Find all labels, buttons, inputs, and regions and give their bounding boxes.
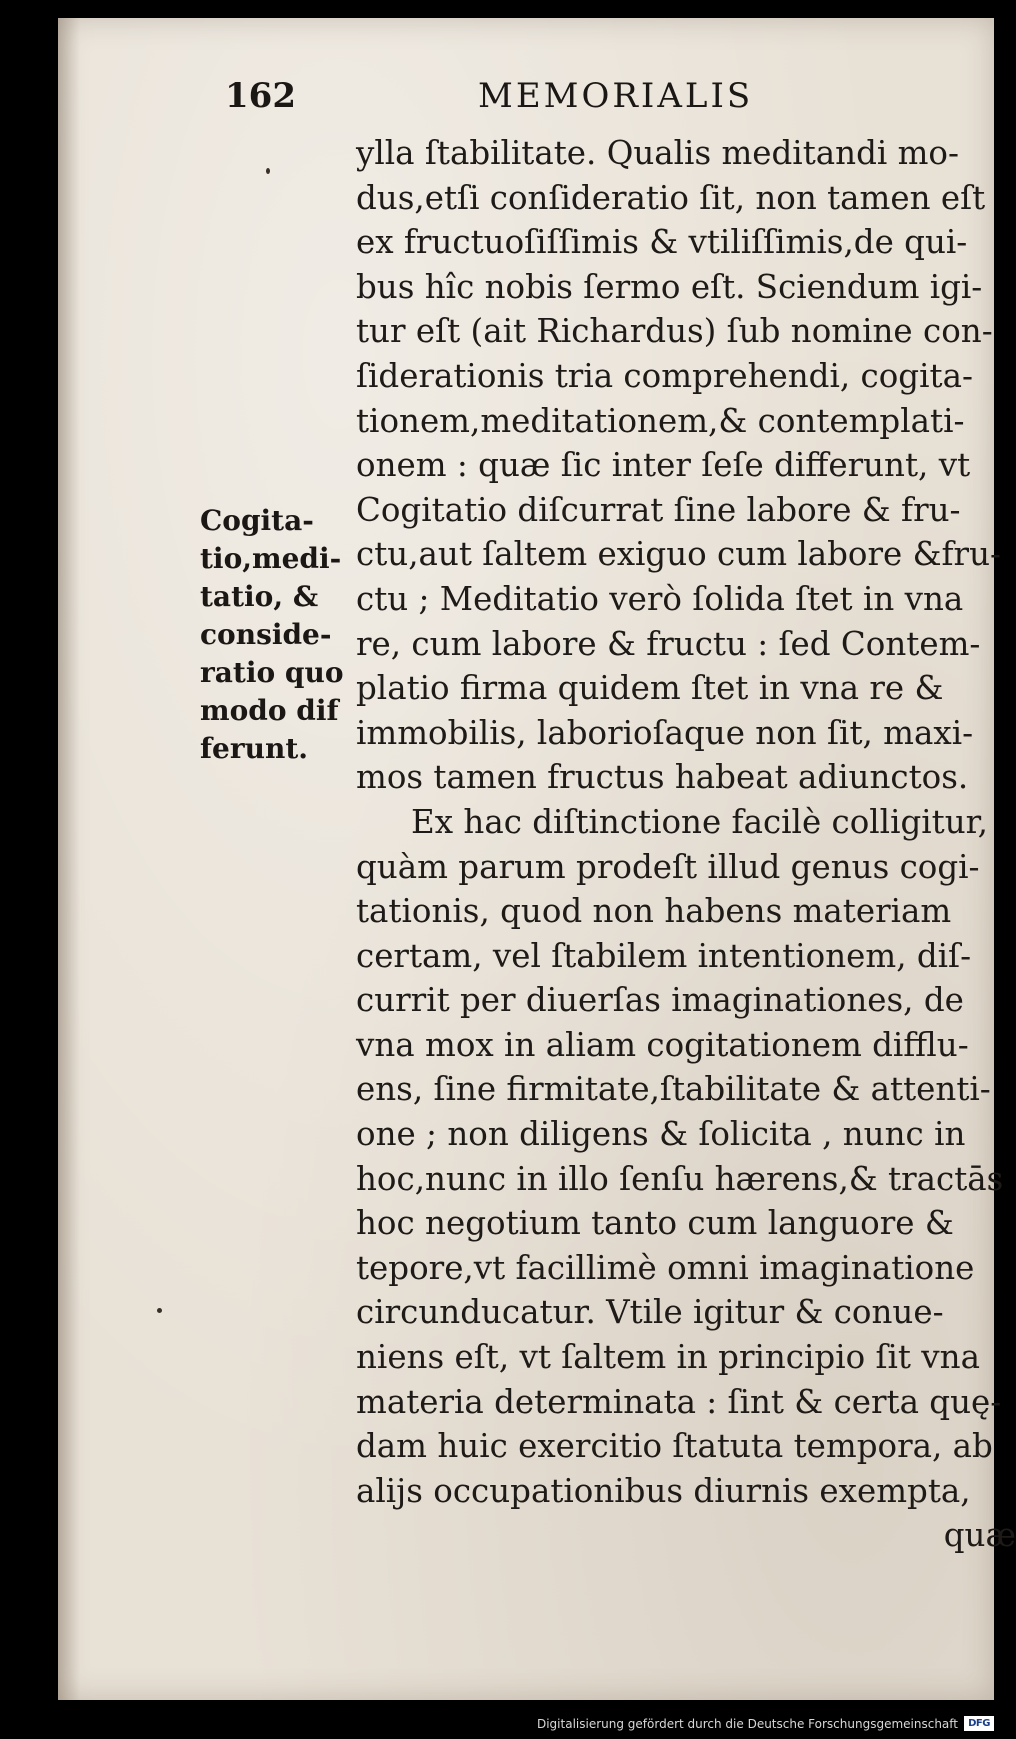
- text-line: ctu ; Meditatio verò ſolida ſtet in vna: [356, 579, 964, 618]
- dfg-logo: DFG: [964, 1716, 994, 1731]
- text-line: ylla ſtabilitate. Qualis meditandi mo-: [356, 134, 959, 172]
- text-line: Cogitatio diſcurrat ſine labore & fru-: [356, 490, 961, 529]
- running-title: MEMORIALIS: [478, 76, 754, 116]
- margin-note-line: conside-: [200, 618, 332, 651]
- footer-bar: [0, 1712, 1000, 1739]
- text-line: ex fructuoſiſſimis & vtiliſſimis,de qui-: [356, 223, 968, 262]
- text-line: mos tamen fructus habeat adiunctos.: [356, 758, 969, 797]
- text-line: currit per diuerſas imaginationes, de: [356, 981, 964, 1020]
- text-line: dus,etſi conſideratio ſit, non tamen eſt: [356, 178, 986, 217]
- text-line: platio firma quidem ſtet in vna re &: [356, 669, 944, 708]
- margin-note-line: ferunt.: [200, 732, 309, 765]
- text-line: ens, ſine firmitate,ſtabilitate & attenti-: [356, 1070, 991, 1109]
- margin-note: [200, 502, 370, 768]
- text-line: ctu,aut ſaltem exiguo cum labore &fru-: [356, 535, 1001, 574]
- text-line: hoc negotium tanto cum languore &: [356, 1204, 954, 1243]
- text-line: materia determinata : ſint & certa quę-: [356, 1382, 1002, 1421]
- text-line: circunducatur. Vtile igitur & conue-: [356, 1293, 944, 1332]
- text-line: alijs occupationibus diurnis exempta,: [356, 1471, 971, 1510]
- ink-speck: [157, 1308, 162, 1313]
- text-line: vna mox in aliam cogitationem difflu-: [356, 1025, 969, 1064]
- text-line: ſiderationis tria comprehendi, cogita-: [356, 356, 973, 395]
- page-number: 162: [225, 76, 296, 116]
- text-line: re, cum labore & fructu : ſed Contem-: [356, 624, 981, 663]
- margin-note-line: modo dif: [200, 694, 339, 727]
- margin-note-line: Cogita-: [200, 504, 314, 537]
- margin-note-line: tio,medi-: [200, 542, 342, 575]
- paragraph-first-line: Ex hac diſtinctione facilè colligitur,: [411, 802, 988, 841]
- text-line: one ; non diligens & ſolicita , nunc in: [356, 1115, 966, 1154]
- text-line: dam huic exercitio ſtatuta tempora, ab: [356, 1427, 993, 1466]
- text-line: quàm parum prodeſt illud genus cogi-: [356, 847, 980, 886]
- catchword: quæ: [943, 1516, 1016, 1555]
- text-line: certam, vel ſtabilem intentionem, diſ-: [356, 936, 972, 975]
- book-page: [58, 18, 1016, 1700]
- text-line: tepore,vt facillimè omni imaginatione: [356, 1248, 975, 1287]
- text-line: niens eſt, vt ſaltem in principio ſit vna: [356, 1338, 980, 1377]
- text-line: tur eſt (ait Richardus) ſub nomine con-: [356, 312, 993, 351]
- digitization-credit: Digitalisierung gefördert durch die Deutsche Forschungsgemeinschaft: [536, 1717, 958, 1731]
- main-text: [356, 131, 1016, 1558]
- text-line: tionem,meditationem,& contemplati-: [356, 401, 965, 440]
- page-header: [58, 76, 994, 126]
- text-line: bus hîc nobis ſermo eſt. Sciendum igi-: [356, 267, 983, 306]
- text-line: tationis, quod non habens materiam: [356, 892, 952, 931]
- text-line: hoc,nunc in illo ſenſu hærens,& tractās: [356, 1159, 1004, 1198]
- margin-note-line: ratio quo: [200, 656, 344, 689]
- text-line: immobilis, laborioſaque non ſit, maxi-: [356, 713, 974, 752]
- page-gutter-shadow: [58, 18, 80, 1700]
- text-line: onem : quæ ſic inter ſeſe differunt, vt: [356, 446, 971, 485]
- ink-speck: [266, 168, 270, 174]
- margin-note-line: tatio, &: [200, 580, 319, 613]
